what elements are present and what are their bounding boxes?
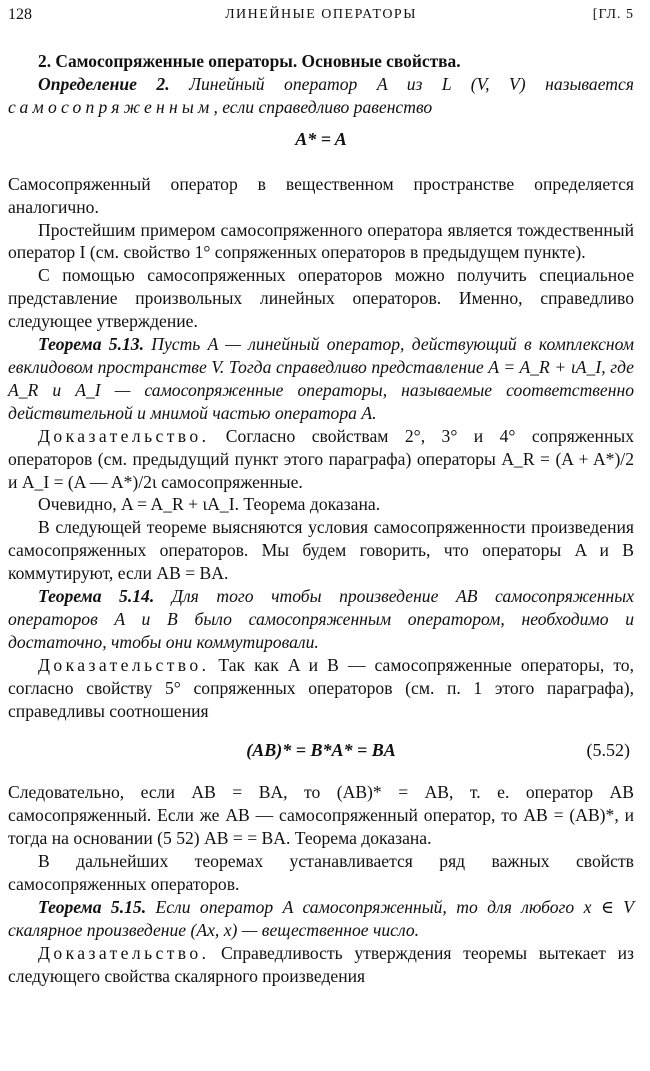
theorem-5-13-text: Пусть A — линейный оператор, действующий в комплексном евклидовом пространстве V. Тогда справедливо представление A = A_R + ιA_I, где A_R и A_I — самосопряженные операторы, называемые соответственно действительной и мнимой частью оператора A. (8, 334, 634, 423)
proof-5-13-text: Согласно свойствам 2°, 3° и 4° сопряженных операторов (см. предыдущий пункт этого параграфа) операторы A_R = (A + A*)/2 и A_I = (A — A*)/2ι самосопряженные. (8, 425, 634, 492)
equation-self-adjoint (8, 119, 634, 163)
running-title: ЛИНЕЙНЫЕ ОПЕРАТОРЫ (225, 7, 417, 22)
paragraph-commute-intro: В следующей теореме выясняются условия самосопряженности произведения самосопряженных операторов. Мы будем говорить, что операторы A и B коммутируют, если AB = BA. (8, 517, 634, 584)
page-header (8, 6, 634, 30)
theorem-5-14-text: Для того чтобы произведение AB самосопряженных операторов A и B было самосопряженным оператором, необходимо и достаточно, чтобы они коммутировали. (8, 586, 635, 652)
section-title: 2. Самосопряженные операторы. Основные свойства. (38, 51, 461, 71)
theorem-5-13-lead: Теорема 5.13. (38, 334, 144, 355)
definition-spaced-term: самосопряженным (8, 96, 214, 117)
proof-5-15-text: Справедливость утверждения теоремы вытекает из следующего свойства скалярного произведения (8, 942, 634, 986)
proof-5-14-lead: Доказательство. (38, 654, 210, 675)
definition-lead: Определение 2. (38, 73, 170, 94)
equation-5-52-number: (5.52) (586, 740, 630, 761)
proof-5-13 (8, 425, 634, 494)
paragraph-real-space: Самосопряженный оператор в вещественном пространстве определяется аналогично. (8, 173, 634, 217)
proof-5-15 (8, 942, 634, 988)
theorem-5-15 (8, 896, 634, 942)
page-body (8, 50, 634, 988)
proof-5-13-lead: Доказательство. (38, 425, 210, 446)
paragraph-further-theorems: В дальнейших теоремах устанавливается ряд важных свойств самосопряженных операторов. (8, 851, 634, 895)
paragraph-identity-example: Простейшим примером самосопряженного оператора является тождественный оператор I (см. свойство 1° сопряженных операторов в предыдущем пункте). (8, 219, 634, 263)
proof-5-14-text: Так как A и B — самосопряженные операторы, то, согласно свойству 5° сопряженных операторов (см. п. 1 этого параграфа), справедливы соотношения (8, 654, 634, 721)
equation-5-52 (8, 725, 634, 781)
paragraph-obviously: Очевидно, A = A_R + ιA_I. Теорема доказана. (38, 494, 381, 515)
proof-5-15-lead: Доказательство. (38, 942, 210, 963)
theorem-5-14 (8, 585, 634, 654)
equation-1-formula: A* = A (295, 128, 347, 149)
theorem-5-15-text: Если оператор A самосопряженный, то для любого x ∈ V скалярное произведение (Ax, x) — вещественное число. (8, 897, 634, 940)
definition-2 (8, 73, 634, 119)
paragraph-representation-intro: С помощью самосопряженных операторов можно получить специальное представление произвольных линейных операторов. Именно, справедливо следующее утверждение. (8, 265, 634, 332)
theorem-5-13 (8, 333, 634, 425)
proof-5-14 (8, 654, 634, 723)
theorem-5-14-lead: Теорема 5.14. (38, 586, 155, 607)
definition-text-1: Линейный оператор A из L (V, V) называется (169, 73, 634, 94)
definition-text-2: , если справедливо равенство (213, 96, 433, 117)
equation-5-52-formula: (AB)* = B*A* = BA (246, 740, 396, 761)
page-number: 128 (8, 6, 32, 23)
paragraph-consequently: Следовательно, если AB = BA, то (AB)* = AB, т. е. оператор AB самосопряженный. Если же AB — самосопряженный оператор, то AB = (AB)*, и тогда на основании (5 52) AB = = BA. Теорема доказана. (8, 782, 634, 849)
chapter-marker: [ГЛ. 5 (592, 7, 634, 22)
theorem-5-15-lead: Теорема 5.15. (38, 897, 147, 917)
